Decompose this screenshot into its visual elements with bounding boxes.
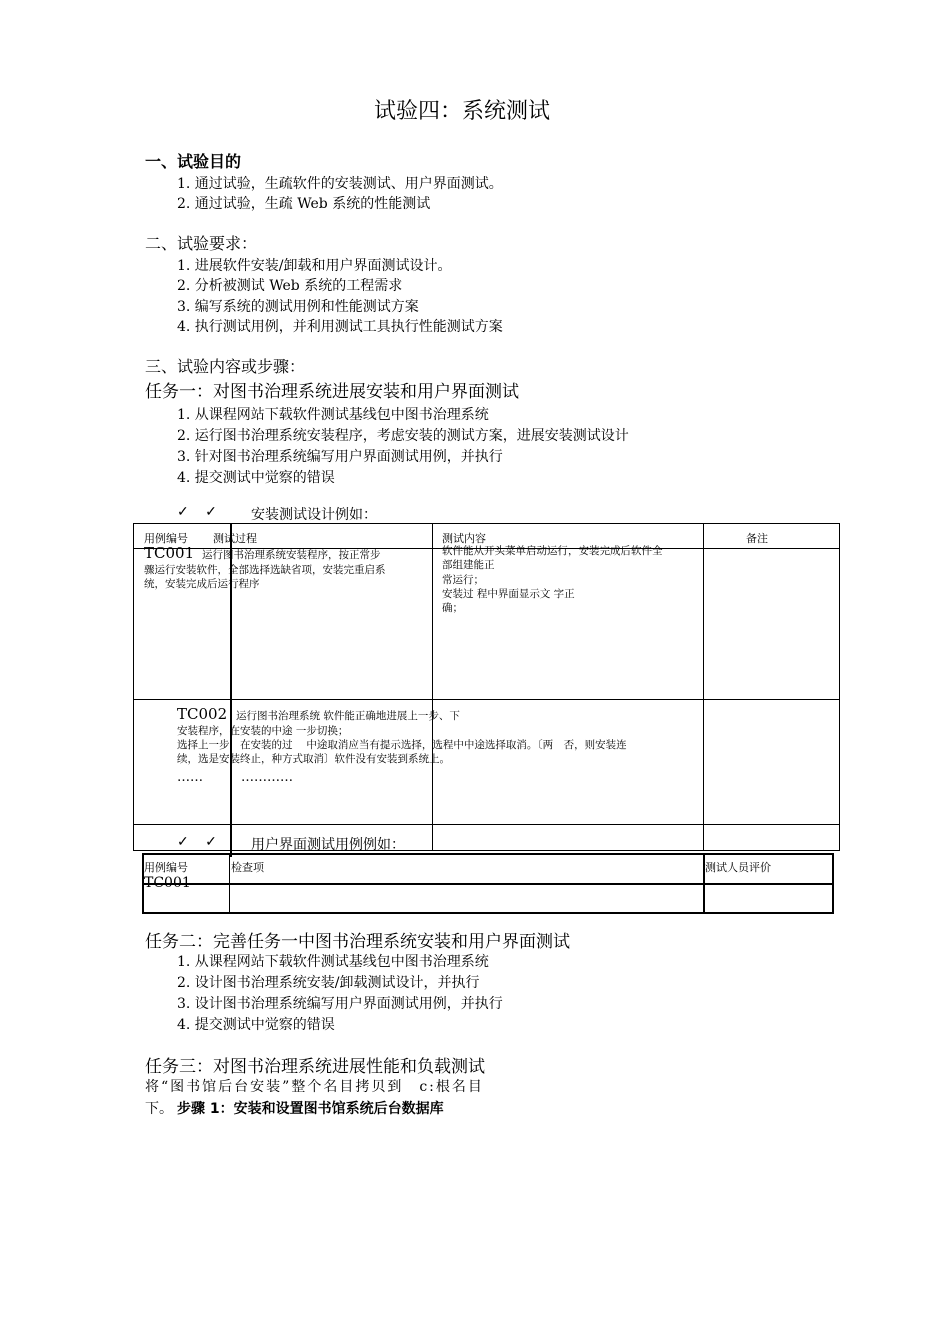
page-title: 试验四：系统测试 <box>374 99 551 124</box>
paragraph: 下。 <box>145 1101 173 1117</box>
list-item: 1. 进展软件安装/卸载和用户界面测试设计。 <box>177 258 452 274</box>
list-item: 2. 通过试验，生疏 Web 系统的性能测试 <box>177 196 431 212</box>
list-item: 3. 编写系统的测试用例和性能测试方案 <box>177 299 419 315</box>
install-example-label: 安装测试设计例如： <box>251 507 377 523</box>
list-item: 2. 分析被测试 Web 系统的工程需求 <box>177 278 403 294</box>
table-header: 用例编号 <box>144 861 188 874</box>
section1-heading: 一、试验目的 <box>145 152 242 171</box>
case-id: TC001 <box>144 544 195 562</box>
list-item: 1. 通过试验，生疏软件的安装测试、用户界面测试。 <box>177 176 503 192</box>
checkmark-icon: ✓ ✓ <box>177 504 217 520</box>
task2-heading: 任务二：完善任务一中图书治理系统安装和用户界面测试 <box>145 932 570 952</box>
table-header: 检查项 <box>231 861 264 874</box>
table-cell: 运行图书治理系统安装程序，按正常步 <box>202 549 381 561</box>
ui-example-label: 用户界面测试用例例如： <box>251 837 405 853</box>
task1-heading: 任务一：对图书治理系统进展安装和用户界面测试 <box>145 382 519 402</box>
list-item: 3. 针对图书治理系统编写用户界面测试用例，并执行 <box>177 449 503 465</box>
table-header: 用例编号 <box>144 532 188 545</box>
checkmark-icon: ✓ ✓ <box>177 834 217 850</box>
section2-heading: 二、试验要求： <box>145 234 258 253</box>
table-header: 测试人员评价 <box>705 861 771 874</box>
paragraph: 将“图书馆后台安装”整个名目拷贝到 c:根名目 <box>145 1079 484 1095</box>
table-cell: 运行图书治理系统 软件能正确地进展上一步、下 <box>236 710 460 722</box>
table-cell: 续，选是安装终止，种方式取消〕软件没有安装到系统上。 <box>177 753 450 765</box>
ellipsis: ………… <box>241 770 293 785</box>
table-cell: 软件能从开头菜单启动运行，安装完成后软件全 <box>442 545 663 557</box>
list-item: 1. 从课程网站下载软件测试基线包中图书治理系统 <box>177 407 489 423</box>
case-id: TC001 <box>144 875 191 891</box>
table-cell: 常运行； <box>442 574 484 586</box>
table-cell: 选择上一步，在安装的过 中途取消应当有提示选择，选程中中途选择取消。〔两 否，则安装连 <box>177 739 627 751</box>
list-item: 1. 从课程网站下载软件测试基线包中图书治理系统 <box>177 954 489 970</box>
table-cell: 统，安装完成后运行程序 <box>144 578 260 590</box>
list-item: 3. 设计图书治理系统编写用户界面测试用例，并执行 <box>177 996 503 1012</box>
case-id: TC002 <box>177 705 228 723</box>
table-header: 备注 <box>746 532 768 545</box>
list-item: 4. 提交测试中觉察的错误 <box>177 470 335 486</box>
task3-heading: 任务三：对图书治理系统进展性能和负载测试 <box>145 1057 485 1077</box>
ellipsis: …… <box>177 770 203 785</box>
table-cell: 骤运行安装软件，全部选择选缺省项，安装完重启系 <box>144 564 386 576</box>
step-heading: 步骤 1：安装和设置图书馆系统后台数据库 <box>177 1101 444 1117</box>
table-cell: 部组建能正 <box>442 559 495 571</box>
table-cell: 确； <box>442 602 463 614</box>
list-item: 2. 运行图书治理系统安装程序，考虑安装的测试方案，进展安装测试设计 <box>177 428 629 444</box>
list-item: 4. 提交测试中觉察的错误 <box>177 1017 335 1033</box>
section3-heading: 三、试验内容或步骤： <box>145 357 306 376</box>
table-cell: 安装程序，在安装的中途 一步切换； <box>177 725 349 737</box>
table-header: 测试内容 <box>442 532 486 545</box>
table-header: 测试过程 <box>213 532 257 545</box>
list-item: 2. 设计图书治理系统安装/卸载测试设计，并执行 <box>177 975 480 991</box>
list-item: 4. 执行测试用例，并利用测试工具执行性能测试方案 <box>177 319 503 335</box>
table-cell: 安装过 程中界面显示文 字正 <box>442 588 575 600</box>
